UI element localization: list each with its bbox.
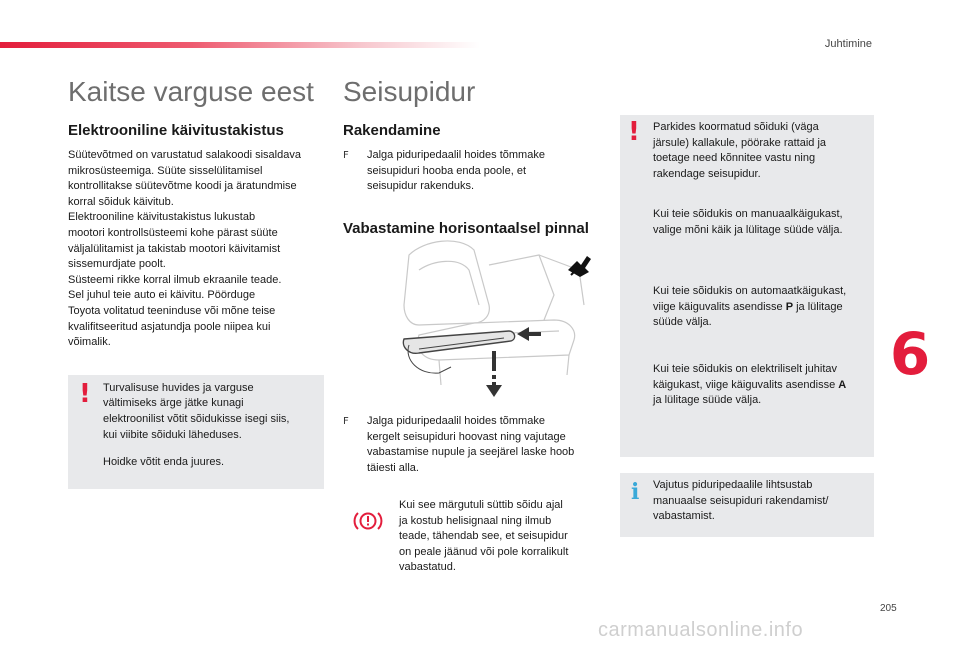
section-label: Juhtimine	[824, 38, 872, 50]
apply-step	[343, 148, 601, 208]
info-icon: i	[631, 479, 640, 505]
brake-warning-icon	[353, 510, 383, 532]
warning-icon: !	[628, 117, 640, 147]
immobiliser-subtitle: Elektrooniline käivitustakistus	[68, 122, 284, 139]
chapter-number: 6	[889, 320, 931, 388]
parking-brake-section	[343, 72, 601, 574]
anti-theft-section	[68, 72, 324, 489]
info-text: Vajutus piduripedaalile lihtsustab manuaalse seisupiduri rakendamist/ vabastamist.	[653, 479, 829, 523]
electric-gearbox-text: Kui teie sõidukis on elektriliselt juhitav käigukast, viige käiguvalits asendisse A ja lülitage süüde välja.	[653, 363, 847, 407]
step-bullet: F	[343, 150, 349, 161]
automatic-gearbox-text: Kui teie sõidukis on automaatkäigukast, viige käiguvalits asendisse P ja lülitage süüde välja.	[653, 285, 847, 329]
slope-parking-warning-box	[620, 115, 874, 457]
key-warning-text: Turvalisuse huvides ja varguse vältimiseks ärge jätke kunagi elektroonilist võtit sõidukisse isegi siis, kui viibite sõiduki läheduses.	[103, 381, 290, 441]
hand-brake-icon	[565, 250, 595, 280]
release-subtitle: Vabastamine horisontaalsel pinnal	[343, 220, 589, 237]
parking-brake-title: Seisupidur	[343, 76, 476, 107]
apply-step-text: Jalga piduripedaalil hoides tõmmake seisupiduri hooba enda poole, et seisupidur rakenduks.	[367, 149, 545, 193]
header-accent-bar	[0, 42, 480, 48]
watermark: carmanualsonline.info	[598, 619, 804, 641]
key-warning-box	[68, 375, 324, 489]
brake-warning-text: Kui see märgutuli süttib sõidu ajal ja kostub helisignaal ning ilmub teade, tähendab see, et seisupidur on peale jäänud või pole korralikult vabastatud.	[399, 499, 569, 574]
page-number: 205	[880, 603, 897, 614]
release-step	[343, 414, 601, 484]
manual-gearbox-text: Kui teie sõidukis on manuaalkäigukast, valige mõni käik ja lülitage süüde välja.	[653, 208, 843, 236]
info-box	[620, 473, 874, 537]
warning-icon: !	[79, 378, 91, 409]
immobiliser-body: Süütevõtmed on varustatud salakoodi sisaldava mikrosüsteemiga. Süüte sisselülitamisel kontrollitakse süütevõtme koodi ja äratundmise korral sõiduk käivitub. Elektrooniline käivitustakistus lukustab mootori kontrollsüsteemi kohe pärast süüte väljalülitamist ja takistab mootori käivitamist sissemurdjate poolt. Süsteemi rikke korral ilmub ekraanile teade. Sel juhul teie auto ei käivitu. Pöörduge Toyota volitatud teeninduse või mõne teise kvalifitseeritud asjatundja poole niipea kui võimalik.	[68, 149, 301, 349]
applying-subtitle: Rakendamine	[343, 122, 441, 139]
step-bullet: F	[343, 416, 349, 427]
key-warning-advice: Hoidke võtit enda juures.	[103, 455, 225, 468]
brake-warning-note	[343, 498, 601, 578]
parking-brake-illustration	[379, 235, 589, 405]
parking-advice-column	[620, 115, 874, 537]
release-step-text: Jalga piduripedaalil hoides tõmmake kergelt seisupiduri hoovast ning vajutage vabastamise nupule ja seejärel laske hoob täiesti alla.	[367, 415, 575, 474]
anti-theft-title: Kaitse varguse eest	[68, 76, 314, 107]
slope-parking-text: Parkides koormatud sõiduki (väga järsule) kallakule, pöörake rattaid ja toetage need kõnnitee vastu ning rakendage seisupidur.	[653, 121, 827, 180]
